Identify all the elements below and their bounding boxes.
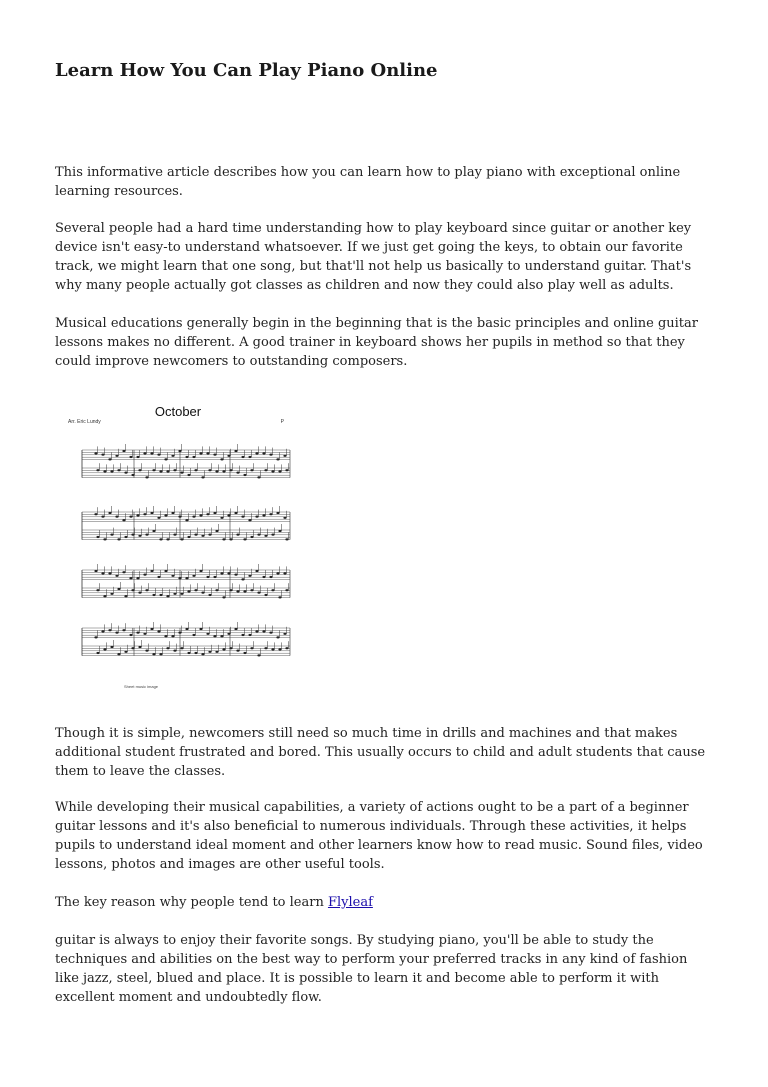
sheet-music-title: October: [154, 404, 202, 419]
sheet-music-staves: [62, 400, 294, 692]
paragraph-key-reason: [55, 893, 715, 912]
paragraph-education: Musical educations generally begin in the beginning that is the basic principles and online guitar lessons makes no different. A good trainer in keyboard shows her pupils in method so that they could improve newcomers to outstanding composers.: [55, 316, 698, 369]
sheet-music-footer: Sheet music image: [124, 684, 159, 689]
sheet-music-composer: Arr. Eric Lundy: [68, 419, 101, 425]
paragraph-drills: Though it is simple, newcomers still need so much time in drills and machines and that makes additional student frustrated and bored. This usually occurs to child and adult students that cause them to leave the classes.: [55, 726, 706, 779]
paragraph-final: guitar is always to enjoy their favorite songs. By studying piano, you'll be able to study the techniques and abilities on the best way to perform your preferred tracks in any kind of fashion like jazz, steel, blued and place. It is possible to learn it and become able to perform it with excellent moment and undoubtedly flow.: [55, 933, 688, 1005]
key-reason-text: The key reason why people tend to learn: [55, 895, 328, 910]
sheet-music-tempo: P: [280, 419, 284, 425]
paragraph-intro: This informative article describes how you can learn how to play piano with exceptional online learning resources.: [55, 165, 681, 199]
flyleaf-link[interactable]: Flyleaf: [327, 895, 373, 910]
page-title: Learn How You Can Play Piano Online: [55, 60, 438, 81]
paragraph-difficulty: Several people had a hard time understanding how to play keyboard since guitar or another key device isn't easy-to understand whatsoever. If we just get going the keys, to obtain our favorite track, we might learn that one song, but that'll not help us basically to understand guitar. That's why many people actually got classes as children and now they could also play well as adults.: [55, 221, 692, 293]
paragraph-capabilities: While developing their musical capabilities, a variety of actions ought to be a part of a beginner guitar lessons and it's also beneficial to numerous individuals. Through these activities, it helps pupils to understand ideal moment and other learners know how to read music. Sound files, video lessons, photos and images are other useful tools.: [55, 800, 703, 872]
sheet-music-image: [62, 400, 294, 692]
